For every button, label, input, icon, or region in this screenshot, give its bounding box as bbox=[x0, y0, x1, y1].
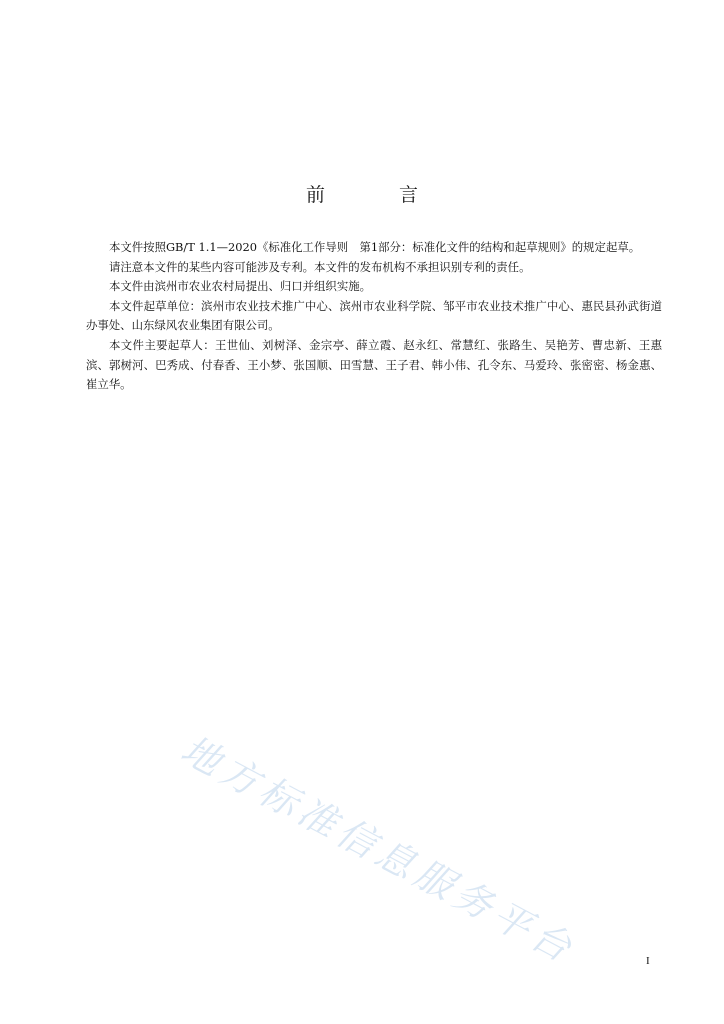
paragraph-standard-basis: 本文件按照GB/T 1.1—2020《标准化工作导则 第1部分：标准化文件的结构和起草规则》的规定起草。 bbox=[109, 240, 641, 254]
page-title: 前 言 bbox=[305, 184, 453, 206]
paragraph-drafters: 本文件主要起草人：王世仙、刘树泽、金宗亭、薛立霞、赵永红、常慧红、张路生、吴艳芳、曹忠新、王惠滨、郭树河、巴秀成、付春香、王小梦、张国顺、田雪慧、王子君、韩小伟、孔令东、马爱玲、张密密、杨金惠、崔立华。 bbox=[86, 337, 662, 392]
paragraph-patent-notice: 请注意本文件的某些内容可能涉及专利。本文件的发布机构不承担识别专利的责任。 bbox=[109, 259, 531, 274]
watermark: 地方标准信息服务平台 bbox=[174, 727, 584, 973]
paragraph-drafting-units: 本文件起草单位：滨州市农业技术推广中心、滨州市农业科学院、邹平市农业技术推广中心、惠民县孙武街道办事处、山东绿风农业集团有限公司。 bbox=[86, 298, 662, 333]
foreword-body bbox=[86, 238, 662, 395]
page-number: I bbox=[646, 955, 650, 967]
paragraph-proposer: 本文件由滨州市农业农村局提出、归口并组织实施。 bbox=[109, 279, 371, 294]
